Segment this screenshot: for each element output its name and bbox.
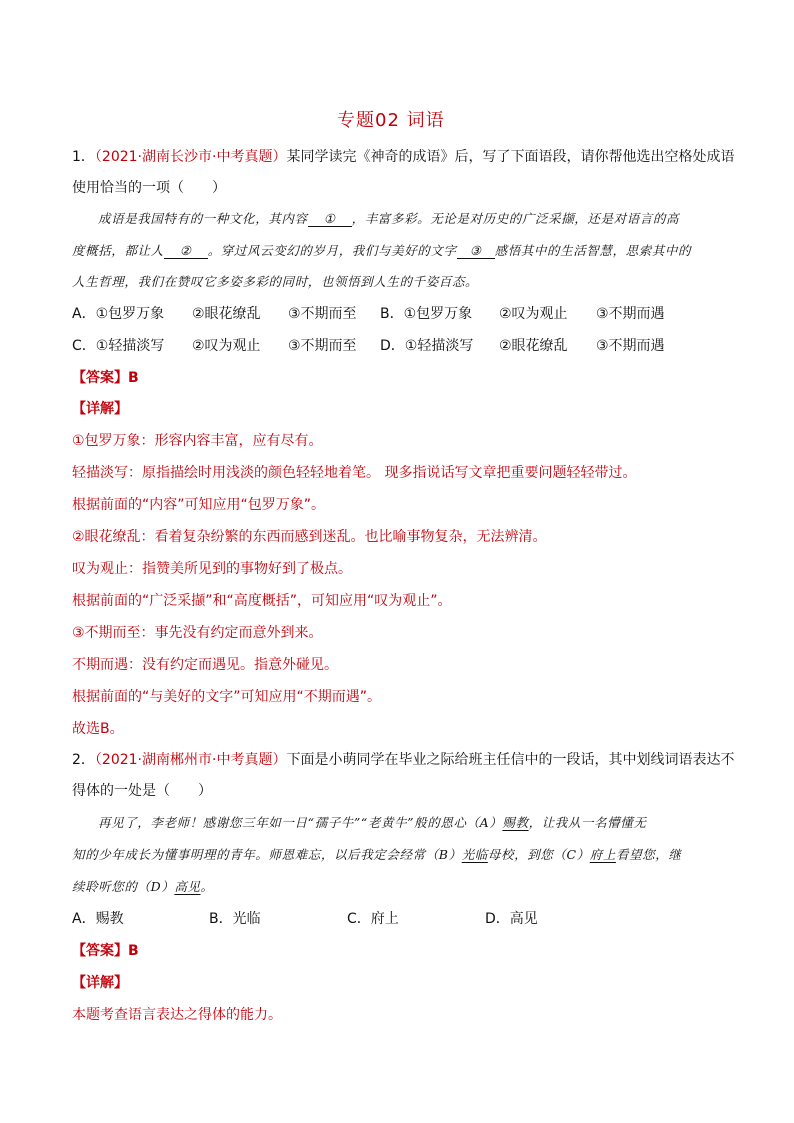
passage-line: 人生哲理，我们在赞叹它多姿多彩的同时，也领悟到人生的千姿百态。 bbox=[72, 274, 479, 289]
explanation-line: ①包罗万象：形容内容丰富，应有尽有。 bbox=[72, 433, 323, 449]
passage-line: 成语是我国特有的一种文化，其内容 ① ，丰富多彩。无论是对历史的广泛采撷，还是对语言的高 bbox=[98, 211, 680, 226]
passage-line: 知的少年成长为懂事明理的青年。师恩难忘，以后我定会经常（B）光临母校，到您（C）府上看望您，继 bbox=[72, 847, 682, 862]
explanation-line: 本题考查语言表达之得体的能力。 bbox=[72, 1007, 282, 1023]
question-number: 2． bbox=[72, 752, 95, 768]
option-b: B．光临 bbox=[209, 911, 261, 927]
question-stem: 下面是小萌同学在毕业之际给班主任信中的一段话，其中划线词语表达不 bbox=[286, 752, 735, 768]
explanation-line: 根据前面的“内容”可知应用“包罗万象”。 bbox=[72, 497, 326, 513]
explanation-line: 叹为观止：指赞美所见到的事物好到了极点。 bbox=[72, 561, 352, 577]
question-2-stem-line1 bbox=[72, 749, 734, 769]
explanation-line: 根据前面的“广泛采撷”和“高度概括”，可知应用“叹为观止”。 bbox=[72, 593, 452, 609]
question-1-stem-line1 bbox=[72, 146, 734, 166]
option-c3: ③不期而至 bbox=[288, 338, 357, 354]
passage-line: 度概括，都让人 ② 。穿过风云变幻的岁月，我们与美好的文字 ③ 感悟其中的生活智慧，思索其中的 bbox=[72, 243, 692, 258]
question-1-stem-line2: 使用恰当的一项（ ） bbox=[72, 180, 226, 196]
option-a2: ②眼花缭乱 bbox=[192, 306, 261, 322]
blank-3: ③ bbox=[457, 243, 495, 259]
passage-line: 再见了，李老师！感谢您三年如一日“孺子牛”“老黄牛”般的恩心（A）赐教，让我从一名懵懂无 bbox=[98, 815, 647, 830]
option-b2: ②叹为观止 bbox=[499, 306, 568, 322]
answer-label: 【答案】B bbox=[72, 370, 139, 386]
explanation-line: 故选B。 bbox=[72, 721, 124, 737]
option-d2: ②眼花缭乱 bbox=[499, 338, 568, 354]
option-a: A．赐教 bbox=[72, 911, 124, 927]
detail-label: 【详解】 bbox=[72, 975, 128, 991]
question-stem: 某同学读完《神奇的成语》后，写了下面语段，请你帮他选出空格处成语 bbox=[286, 149, 735, 165]
page-title: 专题02 词语 bbox=[337, 110, 445, 131]
blank-1: ① bbox=[308, 211, 352, 227]
option-a3: ③不期而至 bbox=[288, 306, 357, 322]
blank-2: ② bbox=[164, 243, 208, 259]
question-source: （2021·湖南长沙市·中考真题） bbox=[94, 149, 287, 165]
underlined-word-a: 赐教 bbox=[502, 815, 529, 830]
underlined-word-c: 府上 bbox=[589, 847, 616, 862]
explanation-line: ②眼花缭乱：看着复杂纷繁的东西而感到迷乱。也比喻事物复杂，无法辨清。 bbox=[72, 529, 547, 545]
option-b1: B．①包罗万象 bbox=[380, 306, 473, 322]
explanation-line: 轻描淡写：原指描绘时用浅淡的颜色轻轻地着笔。 现多指说话写文章把重要问题轻轻带过。 bbox=[72, 465, 637, 481]
underlined-word-b: 光临 bbox=[461, 847, 488, 862]
option-c: C．府上 bbox=[347, 911, 399, 927]
option-c1: C．①轻描淡写 bbox=[72, 338, 165, 354]
option-c2: ②叹为观止 bbox=[192, 338, 261, 354]
option-a1: A．①包罗万象 bbox=[72, 306, 165, 322]
option-b3: ③不期而遇 bbox=[596, 306, 665, 322]
underlined-word-d: 高见 bbox=[174, 879, 201, 894]
explanation-line: ③不期而至：事先没有约定而意外到来。 bbox=[72, 625, 323, 641]
question-source: （2021·湖南郴州市·中考真题） bbox=[94, 752, 287, 768]
option-d1: D．①轻描淡写 bbox=[380, 338, 474, 354]
question-number: 1． bbox=[72, 149, 95, 165]
detail-label: 【详解】 bbox=[72, 401, 128, 417]
explanation-line: 根据前面的“与美好的文字”可知应用“不期而遇”。 bbox=[72, 689, 382, 705]
question-2-stem-line2: 得体的一处是（ ） bbox=[72, 783, 212, 799]
option-d3: ③不期而遇 bbox=[596, 338, 665, 354]
answer-label: 【答案】B bbox=[72, 943, 139, 959]
passage-line: 续聆听您的（D）高见。 bbox=[72, 879, 214, 894]
option-d: D．高见 bbox=[485, 911, 538, 927]
explanation-line: 不期而遇：没有约定而遇见。指意外碰见。 bbox=[72, 657, 338, 673]
